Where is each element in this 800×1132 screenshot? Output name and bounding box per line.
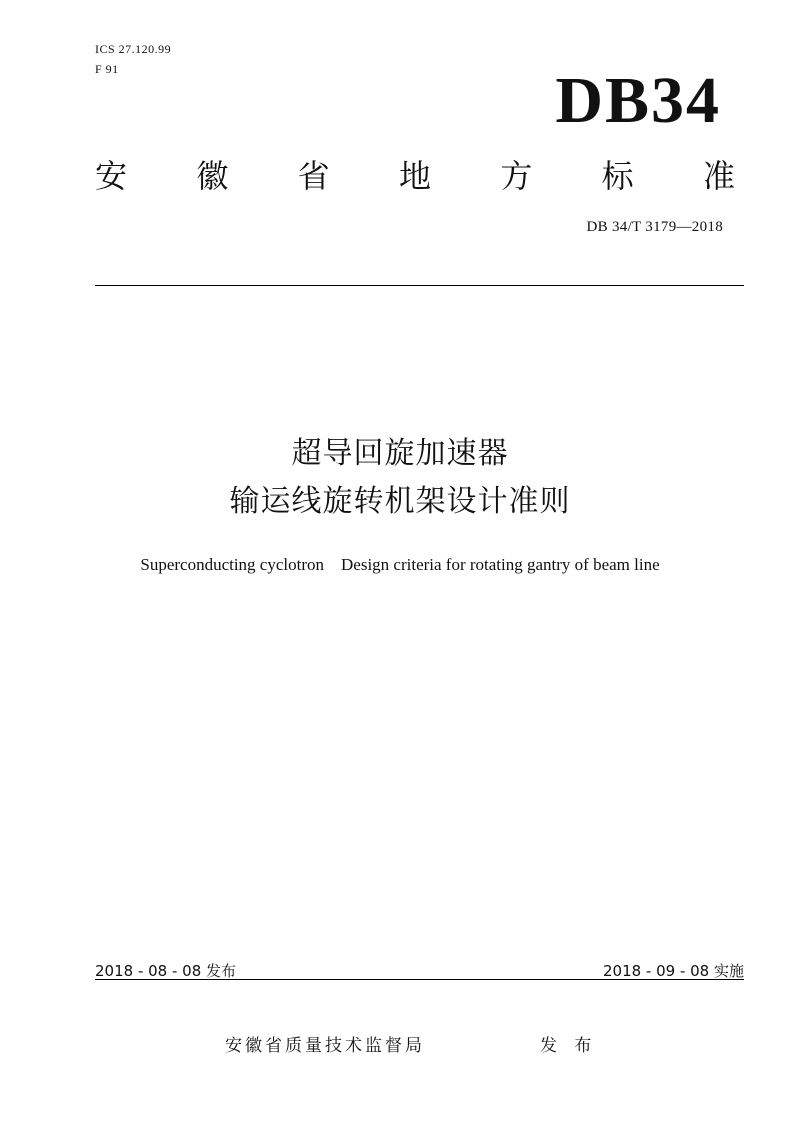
heading-char: 省 bbox=[297, 157, 330, 195]
top-divider bbox=[95, 285, 744, 286]
english-title: Superconducting cyclotron Design criteria for rotating gantry of beam line bbox=[140, 555, 660, 574]
standard-code-logo: DB34 bbox=[555, 64, 721, 137]
province-standard-heading bbox=[95, 154, 735, 198]
heading-char: 准 bbox=[702, 157, 735, 195]
implement-date: 2018 - 09 - 08 实施 bbox=[602, 962, 744, 980]
classification-code: F 91 bbox=[95, 62, 119, 76]
heading-char: 方 bbox=[500, 157, 533, 195]
bottom-divider bbox=[95, 979, 744, 980]
heading-char: 徽 bbox=[196, 157, 229, 195]
ics-code: ICS 27.120.99 bbox=[95, 42, 172, 56]
title-line-2: 输运线旋转机架设计准则 bbox=[229, 484, 571, 519]
heading-char: 标 bbox=[601, 157, 634, 195]
heading-char: 安 bbox=[95, 157, 128, 195]
heading-char: 地 bbox=[398, 157, 431, 195]
publish-date: 2018 - 08 - 08 发布 bbox=[95, 962, 237, 980]
issued-label: 发 布 bbox=[540, 1036, 598, 1056]
issuer: 安徽省质量技术监督局 bbox=[225, 1036, 425, 1056]
standard-number: DB 34/T 3179—2018 bbox=[586, 219, 723, 235]
title-line-1: 超导回旋加速器 bbox=[291, 436, 509, 471]
